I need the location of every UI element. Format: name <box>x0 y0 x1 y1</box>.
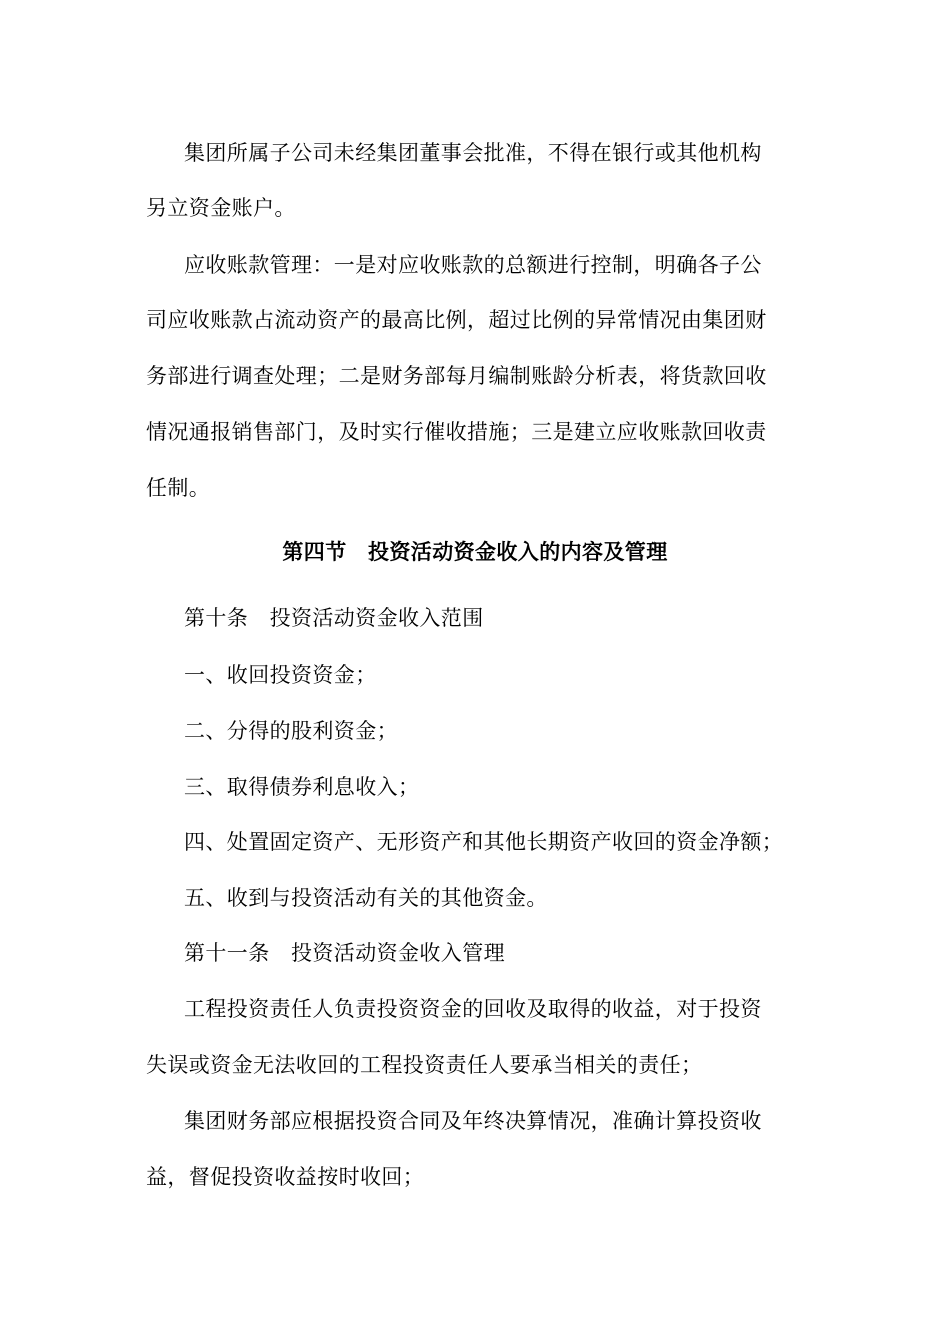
article-11-title: 第十一条 投资活动资金收入管理 <box>184 941 505 965</box>
receivables-paragraph-line-3: 务部进行调查处理；二是财务部每月编制账龄分析表，将货款回收 <box>146 364 767 388</box>
article-10-item-2: 二、分得的股利资金； <box>184 719 398 743</box>
article-10-item-3: 三、取得债券利息收入； <box>184 775 420 799</box>
article-11-paragraph-1-line-1: 工程投资责任人负责投资资金的回收及取得的收益，对于投资 <box>184 997 762 1021</box>
article-11-paragraph-1-line-2: 失误或资金无法收回的工程投资责任人要承当相关的责任； <box>146 1053 703 1077</box>
section-heading: 第四节 投资活动资金收入的内容及管理 <box>282 539 668 564</box>
intro-paragraph-line-2: 另立资金账户。 <box>146 196 296 220</box>
article-11-paragraph-2-line-2: 益，督促投资收益按时收回； <box>146 1165 425 1189</box>
article-10-item-1: 一、收回投资资金； <box>184 663 377 687</box>
article-10-title: 第十条 投资活动资金收入范围 <box>184 606 484 630</box>
article-10-item-4: 四、处置固定资产、无形资产和其他长期资产收回的资金净额； <box>184 830 784 854</box>
receivables-paragraph-line-1: 应收账款管理：一是对应收账款的总额进行控制，明确各子公 <box>184 253 762 277</box>
intro-paragraph-line-1: 集团所属子公司未经集团董事会批准，不得在银行或其他机构 <box>184 141 762 165</box>
receivables-paragraph-line-4: 情况通报销售部门，及时实行催收措施；三是建立应收账款回收责 <box>146 420 767 444</box>
receivables-paragraph-line-5: 任制。 <box>146 476 211 500</box>
article-10-item-5: 五、收到与投资活动有关的其他资金。 <box>184 886 548 910</box>
article-11-paragraph-2-line-1: 集团财务部应根据投资合同及年终决算情况，准确计算投资收 <box>184 1109 762 1133</box>
receivables-paragraph-line-2: 司应收账款占流动资产的最高比例，超过比例的异常情况由集团财 <box>146 308 767 332</box>
